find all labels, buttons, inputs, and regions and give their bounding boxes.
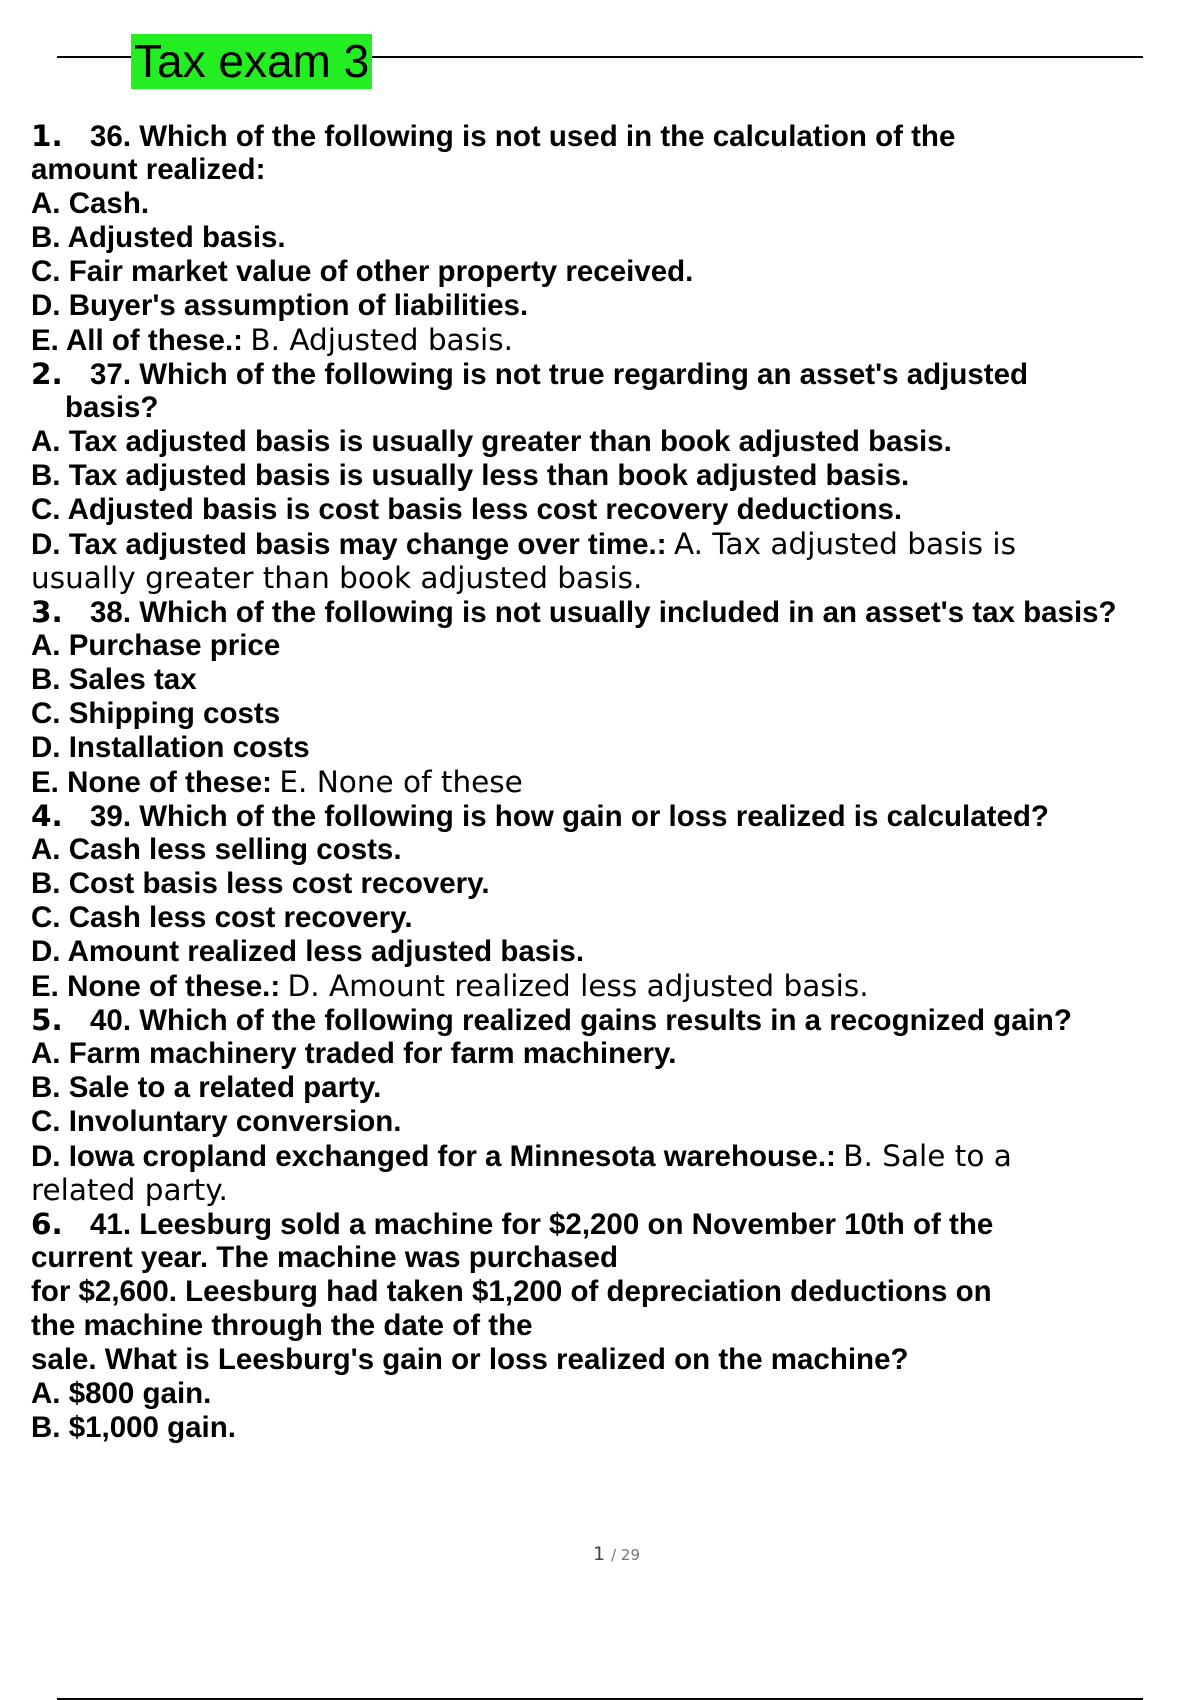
question-6-line-3: for $2,600. Leesburg had taken $1,200 of depreciation deductions on: [31, 1275, 992, 1308]
option-a: A. Cash.: [31, 187, 150, 220]
question-number: 5.: [31, 1003, 63, 1037]
question-text: 36. Which of the following is not used in the calculation of the: [90, 120, 956, 153]
document-title: Tax exam 3: [131, 34, 372, 89]
document-body: [31, 119, 1196, 1445]
option-e-with-answer: [31, 765, 1196, 799]
answer-text: E. None of these: [279, 765, 523, 799]
question-4-line-1: [31, 799, 1196, 833]
option-b: B. Sales tax: [31, 663, 197, 696]
option-b: B. Adjusted basis.: [31, 221, 286, 254]
answer-text: D. Amount realized less adjusted basis.: [287, 969, 869, 1003]
question-text: 41. Leesburg sold a machine for $2,200 on November 10th of the: [90, 1208, 994, 1241]
option-b: B. Cost basis less cost recovery.: [31, 867, 490, 900]
option-d: D. Iowa cropland exchanged for a Minnesota warehouse.:: [31, 1140, 836, 1173]
question-1-line-2: amount realized:: [31, 153, 266, 186]
question-number: 4.: [31, 799, 63, 833]
option-a: A. Cash less selling costs.: [31, 833, 402, 866]
answer-text: B. Adjusted basis.: [250, 323, 513, 357]
option-e: E. All of these.:: [31, 324, 243, 357]
question-5-line-1: [31, 1003, 1196, 1037]
question-number: 2.: [31, 357, 63, 391]
question-1-line-1: [31, 119, 1196, 153]
option-c: C. Adjusted basis is cost basis less cost recovery deductions.: [31, 493, 903, 526]
option-a: A. Tax adjusted basis is usually greater than book adjusted basis.: [31, 425, 952, 458]
option-d: D. Tax adjusted basis may change over time.:: [31, 528, 667, 561]
question-text: 39. Which of the following is how gain or loss realized is calculated?: [90, 800, 1049, 833]
option-a: A. Purchase price: [31, 629, 281, 662]
question-2-line-1: [31, 357, 1196, 391]
option-d: D. Amount realized less adjusted basis.: [31, 935, 585, 968]
option-d: D. Buyer's assumption of liabilities.: [31, 289, 529, 322]
option-d: D. Installation costs: [31, 731, 310, 764]
question-6-line-5: sale. What is Leesburg's gain or loss realized on the machine?: [31, 1343, 909, 1376]
answer-text-continued: usually greater than book adjusted basis.: [31, 561, 643, 595]
page-total: / 29: [611, 1546, 641, 1564]
question-6-line-4: the machine through the date of the: [31, 1309, 533, 1342]
question-2-line-2: basis?: [65, 391, 159, 424]
question-text: 37. Which of the following is not true regarding an asset's adjusted: [90, 358, 1029, 391]
question-text: 38. Which of the following is not usually included in an asset's tax basis?: [90, 596, 1117, 629]
question-number: 6.: [31, 1207, 63, 1241]
option-e: E. None of these.:: [31, 970, 281, 1003]
option-c: C. Fair market value of other property received.: [31, 255, 694, 288]
option-b: B. Sale to a related party.: [31, 1071, 382, 1104]
question-text: 40. Which of the following realized gains results in a recognized gain?: [90, 1004, 1072, 1037]
option-c: C. Involuntary conversion.: [31, 1105, 402, 1138]
option-d-with-answer: [31, 1139, 1196, 1173]
option-b: B. Tax adjusted basis is usually less than book adjusted basis.: [31, 459, 910, 492]
option-a: A. Farm machinery traded for farm machinery.: [31, 1037, 677, 1070]
question-3-line-1: [31, 595, 1196, 629]
question-number: 3.: [31, 595, 63, 629]
page-current: 1: [592, 1543, 606, 1565]
question-number: 1.: [31, 119, 63, 153]
option-e: E. None of these:: [31, 766, 272, 799]
question-6-line-2: current year. The machine was purchased: [31, 1241, 618, 1274]
answer-text: B. Sale to a: [843, 1139, 1012, 1173]
question-6-line-1: [31, 1207, 1196, 1241]
option-e-with-answer: [31, 969, 1196, 1003]
answer-text-continued: related party.: [31, 1173, 228, 1207]
option-c: C. Shipping costs: [31, 697, 281, 730]
option-e-with-answer: [31, 323, 1196, 357]
option-a: A. $800 gain.: [31, 1377, 212, 1410]
option-b: B. $1,000 gain.: [31, 1411, 236, 1444]
answer-text: A. Tax adjusted basis is: [673, 527, 1016, 561]
option-c: C. Cash less cost recovery.: [31, 901, 413, 934]
option-d-with-answer: [31, 527, 1196, 561]
page-indicator: [0, 1543, 1200, 1565]
